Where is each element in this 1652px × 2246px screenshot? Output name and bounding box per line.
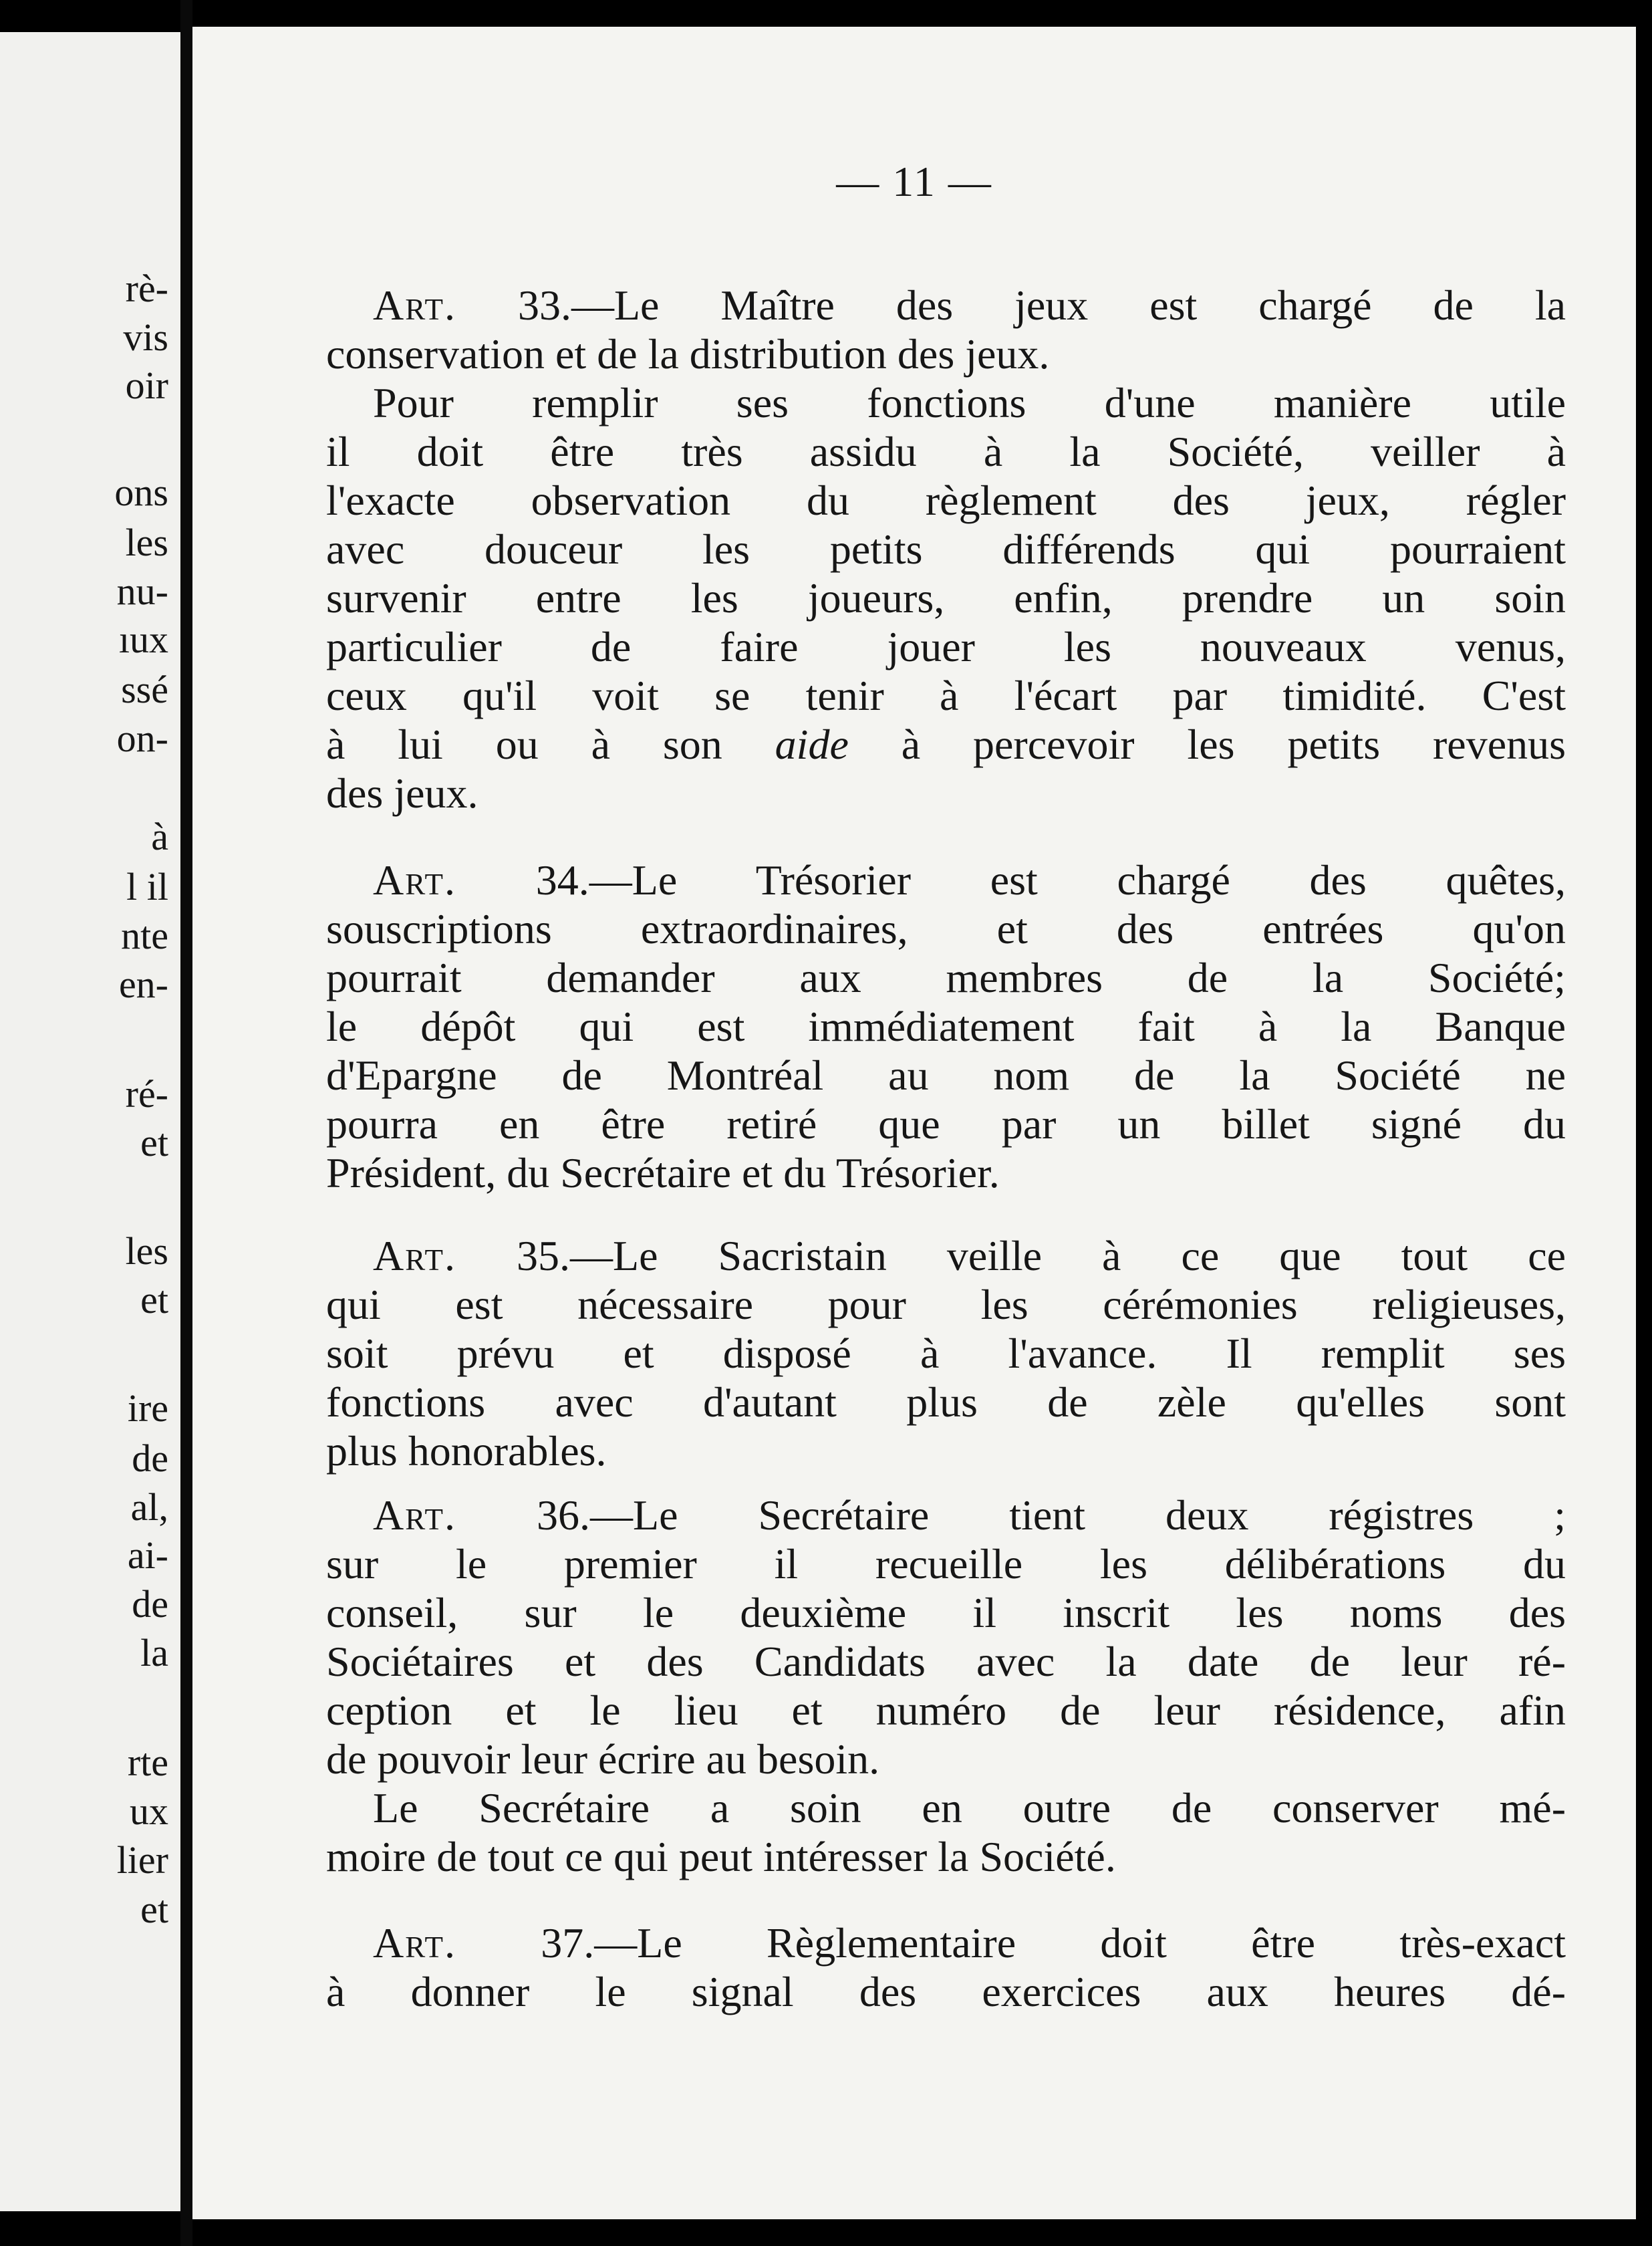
article-number: 35. [517, 1232, 571, 1279]
article-35 [326, 1231, 1566, 1475]
left-fragment-line: ire [127, 1386, 168, 1430]
article-number: 34. [535, 856, 589, 904]
text-line: Le Secrétaire a soin en outre de conserver mé- [373, 1784, 1566, 1832]
text-line: Sociétaires et des Candidats avec la date de leur ré- [326, 1638, 1566, 1685]
left-fragment-line: et [140, 1888, 168, 1931]
text-line: pourrait demander aux membres de la Société; [326, 954, 1566, 1001]
article-37 [326, 1918, 1566, 2016]
text-line: Président, du Secrétaire et du Trésorier. [326, 1149, 1000, 1197]
text-line: avec douceur les petits différends qui pourraient [326, 525, 1566, 573]
left-page-fragment [0, 32, 180, 2211]
italic-word: aide [775, 721, 849, 768]
text-line: d'Epargne de Montréal au nom de la Société ne [326, 1051, 1566, 1099]
left-fragment-line: nte [121, 914, 168, 957]
text-line: soit prévu et disposé à l'avance. Il remplit ses [326, 1330, 1566, 1377]
article-label: Art. [373, 1491, 457, 1539]
text-line: —Le Règlementaire doit être très-exact [594, 1919, 1566, 1967]
left-fragment-line: les [125, 1229, 168, 1273]
left-fragment-line: la [140, 1631, 168, 1674]
article-first-line [326, 1231, 1566, 1280]
article-label: Art. [373, 281, 457, 329]
left-fragment-line: vis [123, 316, 168, 359]
text-line: il doit être très assidu à la Société, veiller à [326, 428, 1566, 475]
left-fragment-line: de [132, 1582, 168, 1626]
text-line: conseil, sur le deuxième il inscrit les noms des [326, 1589, 1566, 1636]
text-line: —Le Maître des jeux est chargé de la [571, 281, 1566, 329]
text-line: ceux qu'il voit se tenir à l'écart par timidité. C'est [326, 672, 1566, 719]
article-34 [326, 856, 1566, 1197]
article-number: 36. [537, 1491, 591, 1539]
text-line: des jeux. [326, 769, 478, 817]
left-fragment-line: rè- [125, 267, 168, 310]
text-line: l'exacte observation du règlement des jeux, régler [326, 477, 1566, 524]
article-label: Art. [373, 1919, 457, 1967]
text-segment: à lui ou à son [326, 721, 722, 768]
article-number: 37. [541, 1919, 595, 1967]
left-fragment-line: oir [125, 364, 168, 407]
left-fragment-line: on- [116, 717, 168, 760]
left-fragment-line: ıux [118, 618, 168, 661]
book-gutter [180, 0, 192, 2246]
text-line: à donner le signal des exercices aux heures dé- [326, 1968, 1566, 2015]
text-line: moire de tout ce qui peut intéresser la Société. [326, 1833, 1116, 1880]
text-line: —Le Trésorier est chargé des quêtes, [589, 856, 1566, 904]
text-line: particulier de faire jouer les nouveaux venus, [326, 623, 1566, 670]
left-fragment-line: ssé [121, 668, 168, 711]
text-line: plus honorables. [326, 1427, 607, 1475]
left-fragment-line: l il [126, 865, 168, 908]
text-line: —Le Sacristain veille à ce que tout ce [570, 1232, 1566, 1279]
article-first-line [326, 1918, 1566, 1967]
page-number: — 11 — [836, 158, 992, 205]
left-fragment-line: ai- [127, 1533, 168, 1577]
left-fragment-line: de [132, 1437, 168, 1480]
left-fragment-line: ux [130, 1789, 168, 1833]
text-line: ception et le lieu et numéro de leur résidence, afin [326, 1687, 1566, 1734]
book-page [192, 27, 1636, 2219]
left-fragment-line: et [140, 1121, 168, 1164]
text-line: de pouvoir leur écrire au besoin. [326, 1735, 880, 1783]
left-fragment-line: nu- [116, 570, 168, 613]
left-fragment-line: les [125, 521, 168, 564]
article-36 [326, 1491, 1566, 1881]
article-33 [326, 281, 1566, 818]
left-fragment-line: ré- [125, 1072, 168, 1116]
left-fragment-line: ons [114, 471, 168, 514]
left-fragment-line: lier [116, 1838, 168, 1882]
text-line: sur le premier il recueille les délibérations du [326, 1540, 1566, 1588]
article-first-line [326, 1491, 1566, 1539]
text-line: fonctions avec d'autant plus de zèle qu'elles sont [326, 1378, 1566, 1426]
left-fragment-line: rte [127, 1741, 168, 1784]
text-line: conservation et de la distribution des jeux. [326, 330, 1050, 378]
left-fragment-line: et [140, 1278, 168, 1322]
article-number: 33. [517, 281, 571, 329]
text-line: qui est nécessaire pour les cérémonies religieuses, [326, 1281, 1566, 1328]
article-label: Art. [373, 856, 457, 904]
text-line [326, 720, 1566, 769]
text-line: pourra en être retiré que par un billet signé du [326, 1100, 1566, 1148]
left-fragment-line: à [151, 815, 168, 858]
article-first-line [326, 856, 1566, 904]
text-segment: à percevoir les petits revenus [901, 721, 1566, 768]
left-fragment-line: al, [130, 1485, 168, 1529]
text-line: —Le Secrétaire tient deux régistres ; [590, 1491, 1566, 1539]
left-fragment-line: en- [118, 963, 168, 1006]
text-line: le dépôt qui est immédiatement fait à la Banque [326, 1003, 1566, 1050]
text-line: Pour remplir ses fonctions d'une manière utile [373, 379, 1566, 426]
article-first-line [326, 281, 1566, 330]
text-line: survenir entre les joueurs, enfin, prendre un soin [326, 574, 1566, 622]
text-line: souscriptions extraordinaires, et des entrées qu'on [326, 905, 1566, 953]
article-label: Art. [373, 1232, 457, 1279]
